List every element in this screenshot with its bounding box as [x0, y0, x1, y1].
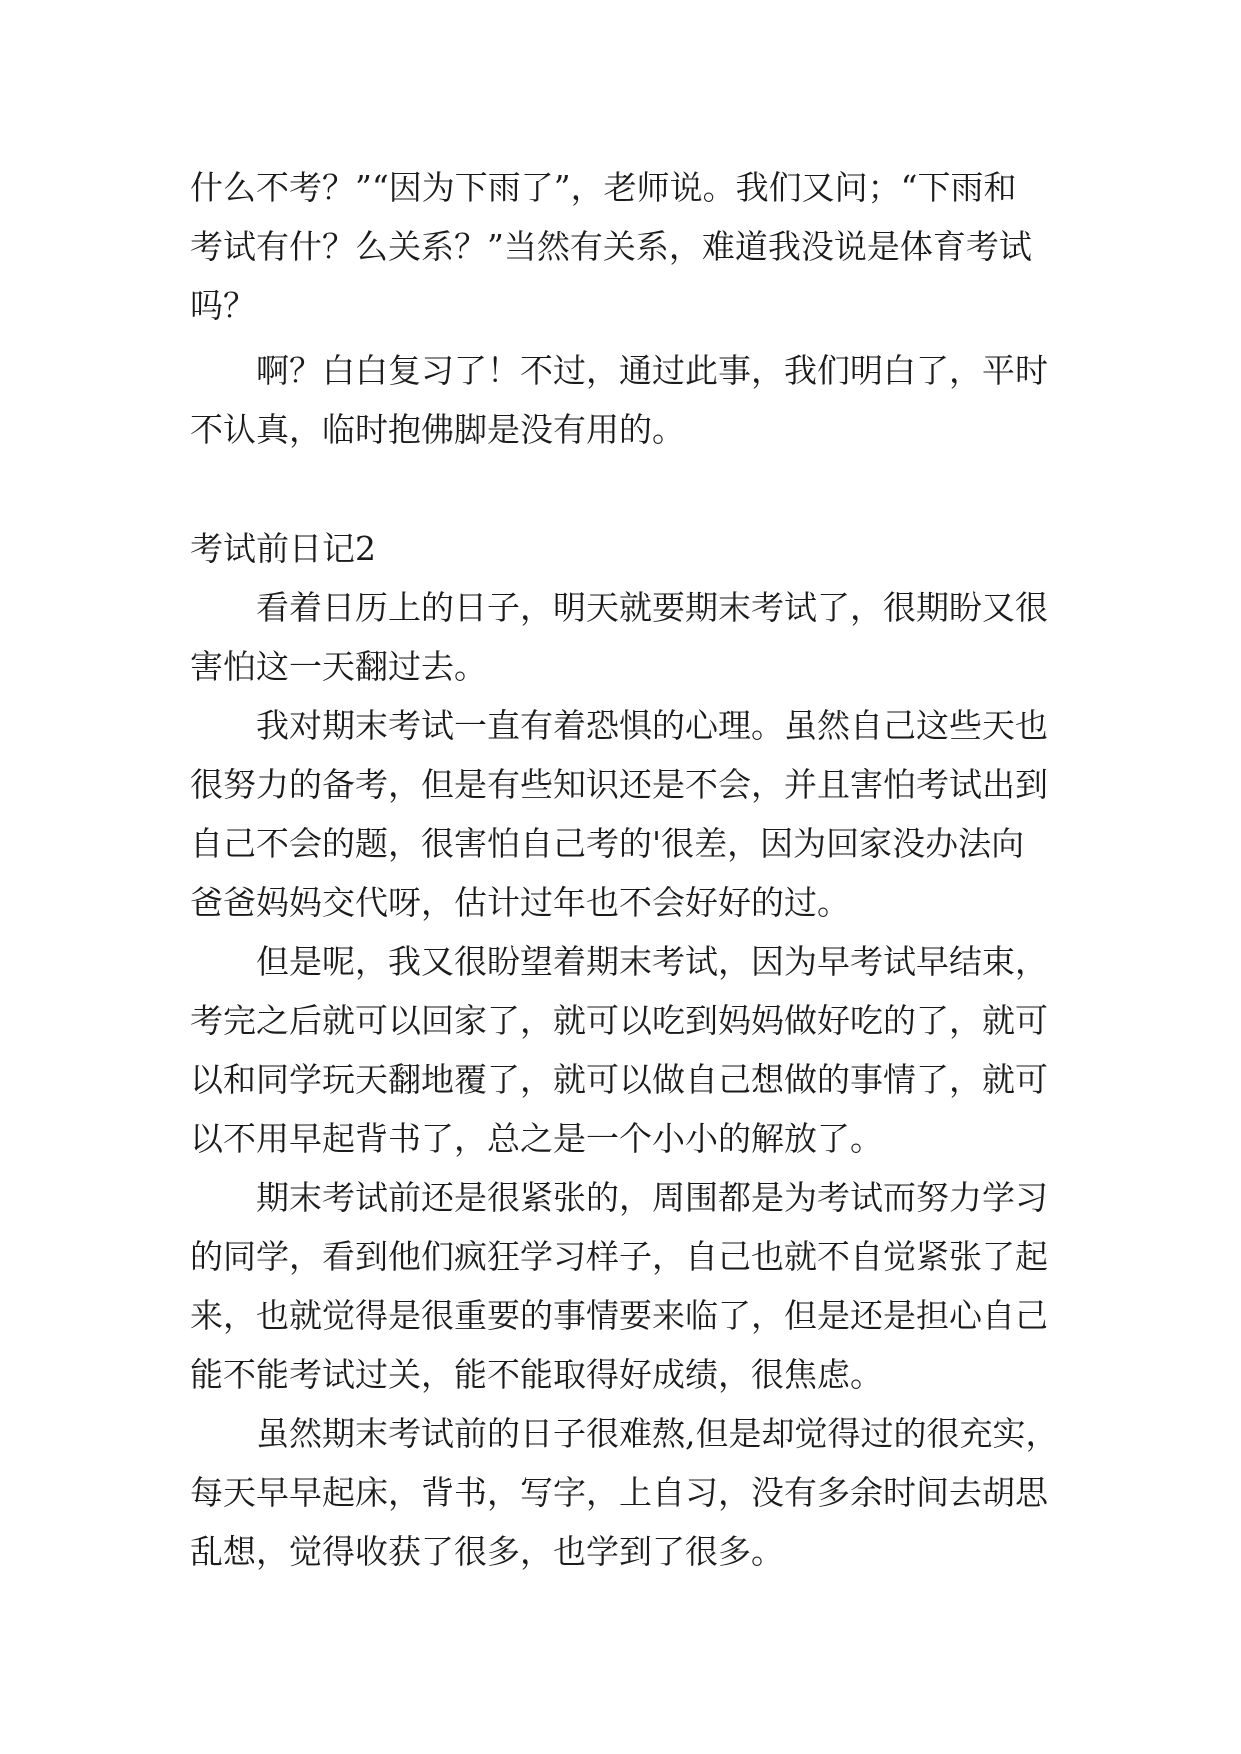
paragraph-5 — [190, 1404, 1060, 1581]
closing-paragraph — [190, 341, 1060, 459]
text-line: 考试有什？么关系？”当然有关系，难道我没说是体育考试 — [190, 227, 1032, 266]
text-line: 但是呢，我又很盼望着期末考试，因为早考试早结束， — [256, 942, 1048, 981]
section-title-text: 考试前日记2 — [190, 529, 376, 568]
text-line: 每天早早起床，背书，写字，上自习，没有多余时间去胡思 — [190, 1473, 1048, 1512]
text-line: 看着日历上的日子，明天就要期末考试了，很期盼又很 — [256, 588, 1048, 627]
text-line: 害怕这一天翻过去。 — [190, 647, 487, 686]
text-line: 什么不考？”“因为下雨了”，老师说。我们又问；“下雨和 — [190, 168, 1017, 207]
text-line: 啊？白白复习了！不过，通过此事，我们明白了，平时 — [256, 351, 1048, 390]
paragraph-3 — [190, 932, 1060, 1168]
text-line: 乱想，觉得收获了很多，也学到了很多。 — [190, 1532, 784, 1571]
text-line: 能不能考试过关，能不能取得好成绩，很焦虑。 — [190, 1355, 883, 1394]
text-line: 爸爸妈妈交代呀，估计过年也不会好好的过。 — [190, 883, 850, 922]
paragraph-4 — [190, 1168, 1060, 1404]
intro-paragraph — [190, 158, 1060, 335]
text-line: 自己不会的题，很害怕自己考的'很差，因为回家没办法向 — [190, 824, 1025, 863]
section-title — [190, 519, 1060, 578]
text-line: 以和同学玩天翻地覆了，就可以做自己想做的事情了，就可 — [190, 1060, 1048, 1099]
text-line: 考完之后就可以回家了，就可以吃到妈妈做好吃的了，就可 — [190, 1001, 1048, 1040]
text-line: 的同学，看到他们疯狂学习样子，自己也就不自觉紧张了起 — [190, 1237, 1048, 1276]
paragraph-2 — [190, 696, 1060, 932]
text-line: 来，也就觉得是很重要的事情要来临了，但是还是担心自己 — [190, 1296, 1048, 1335]
text-line: 以不用早起背书了，总之是一个小小的解放了。 — [190, 1119, 883, 1158]
text-line: 吗？ — [190, 286, 256, 325]
text-line: 不认真，临时抱佛脚是没有用的。 — [190, 410, 685, 449]
text-line: 期末考试前还是很紧张的，周围都是为考试而努力学习 — [256, 1178, 1048, 1217]
document-body — [190, 158, 1060, 1581]
text-line: 虽然期末考试前的日子很难熬,但是却觉得过的很充实， — [256, 1414, 1059, 1453]
paragraph-1 — [190, 578, 1060, 696]
text-line: 很努力的备考，但是有些知识还是不会，并且害怕考试出到 — [190, 765, 1048, 804]
text-line: 我对期末考试一直有着恐惧的心理。虽然自己这些天也 — [256, 706, 1048, 745]
